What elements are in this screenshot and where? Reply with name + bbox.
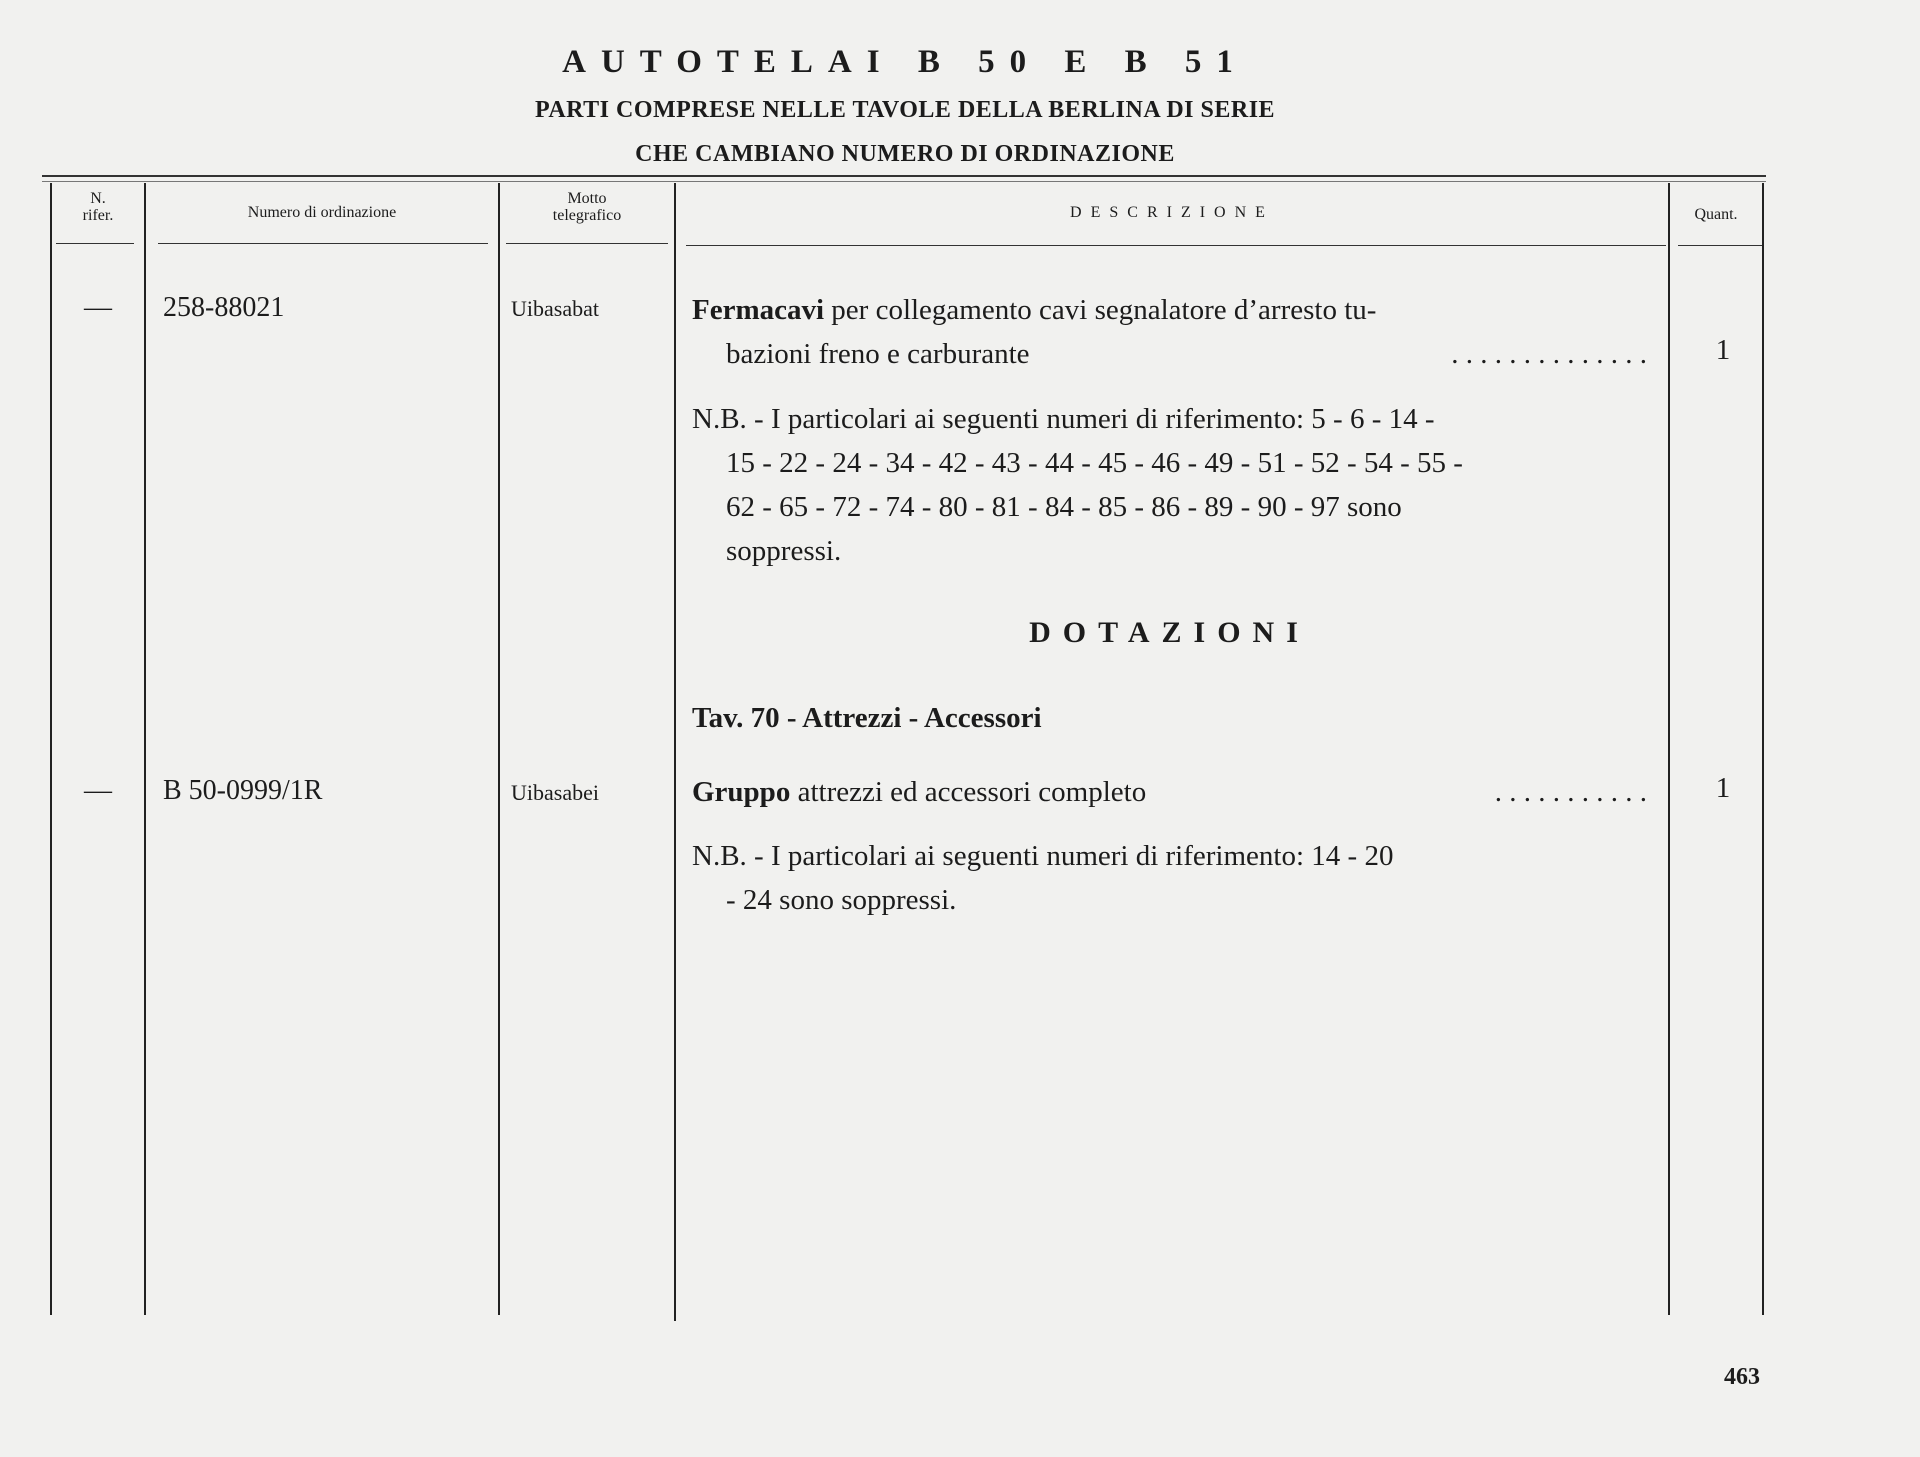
entry-2-desc-line1: attrezzi ed accessori completo xyxy=(797,776,1147,808)
entry-1-motto: Uibasabat xyxy=(511,296,599,321)
col-header-rifer-line1: N. xyxy=(90,190,106,207)
entry-1-desc-line1: per collegamento cavi segnalatore d’arresto tu- xyxy=(831,294,1377,326)
entry-2-note xyxy=(692,834,1647,922)
entry-1-note-line2: 15 - 22 - 24 - 34 - 42 - 43 - 44 - 45 - 46 - 49 - 51 - 52 - 54 - 55 - xyxy=(726,447,1463,479)
entry-1-numero: 258-88021 xyxy=(163,292,285,323)
entry-1-note-line3: 62 - 65 - 72 - 74 - 80 - 81 - 84 - 85 - 86 - 89 - 90 - 97 sono xyxy=(726,491,1402,523)
col-header-descrizione: DESCRIZIONE xyxy=(1070,204,1274,221)
entry-2-numero: B 50-0999/1R xyxy=(163,775,323,806)
column-divider-4 xyxy=(674,183,676,1321)
header-underline-descrizione xyxy=(686,245,1666,246)
col-header-motto-line2: telegrafico xyxy=(552,207,622,224)
section-title: DOTAZIONI xyxy=(1029,616,1310,649)
col-header-rifer xyxy=(52,190,144,224)
column-divider-3 xyxy=(498,183,500,1315)
top-rule-thin xyxy=(42,181,1766,182)
entry-1-desc-bold: Fermacavi xyxy=(692,294,825,326)
entry-1-note-line1: N.B. - I particolari ai seguenti numeri di riferimento: 5 - 6 - 14 - xyxy=(692,403,1435,435)
entry-2-desc-bold: Gruppo xyxy=(692,776,791,808)
page-number: 463 xyxy=(1724,1364,1760,1390)
page-title: AUTOTELAI B 50 E B 51 xyxy=(562,44,1248,80)
col-header-motto-line1: Motto xyxy=(567,190,607,207)
entry-1-rifer: — xyxy=(84,292,112,323)
entry-1-description xyxy=(692,288,1647,376)
header-underline-quant xyxy=(1678,245,1764,246)
entry-2-motto: Uibasabei xyxy=(511,780,599,805)
entry-1-note-line4: soppressi. xyxy=(726,535,842,567)
entry-2-note-line1: N.B. - I particolari ai seguenti numeri di riferimento: 14 - 20 xyxy=(692,840,1394,872)
col-header-numero: Numero di ordinazione xyxy=(247,204,397,221)
column-divider-1 xyxy=(50,183,52,1315)
section-tav: Tav. 70 - Attrezzi - Accessori xyxy=(692,702,1042,734)
col-header-quant: Quant. xyxy=(1694,206,1738,223)
header-underline-numero xyxy=(158,243,488,244)
header-underline-motto xyxy=(506,243,668,244)
page-subtitle-line1: PARTI COMPRESE NELLE TAVOLE DELLA BERLINA DI SERIE xyxy=(534,97,1276,123)
col-header-motto xyxy=(500,190,674,224)
entry-2-quant: 1 xyxy=(1715,772,1731,804)
entry-1-desc-line2: bazioni freno e carburante xyxy=(726,338,1030,370)
entry-2-note-line2: - 24 sono soppressi. xyxy=(726,884,957,916)
page-subtitle-line2: CHE CAMBIANO NUMERO DI ORDINAZIONE xyxy=(635,141,1175,167)
entry-1-desc-dots: . . . . . . . . . . . . . . xyxy=(1451,338,1647,370)
entry-2-description xyxy=(692,770,1647,814)
top-rule xyxy=(42,175,1766,177)
entry-2-desc-dots: . . . . . . . . . . . xyxy=(1494,776,1647,808)
header-underline-rifer xyxy=(56,243,134,244)
entry-2-rifer: — xyxy=(84,775,112,806)
column-divider-2 xyxy=(144,183,146,1315)
entry-1-note xyxy=(692,397,1647,573)
col-header-rifer-line2: rifer. xyxy=(82,207,114,224)
entry-1-quant: 1 xyxy=(1715,334,1731,366)
